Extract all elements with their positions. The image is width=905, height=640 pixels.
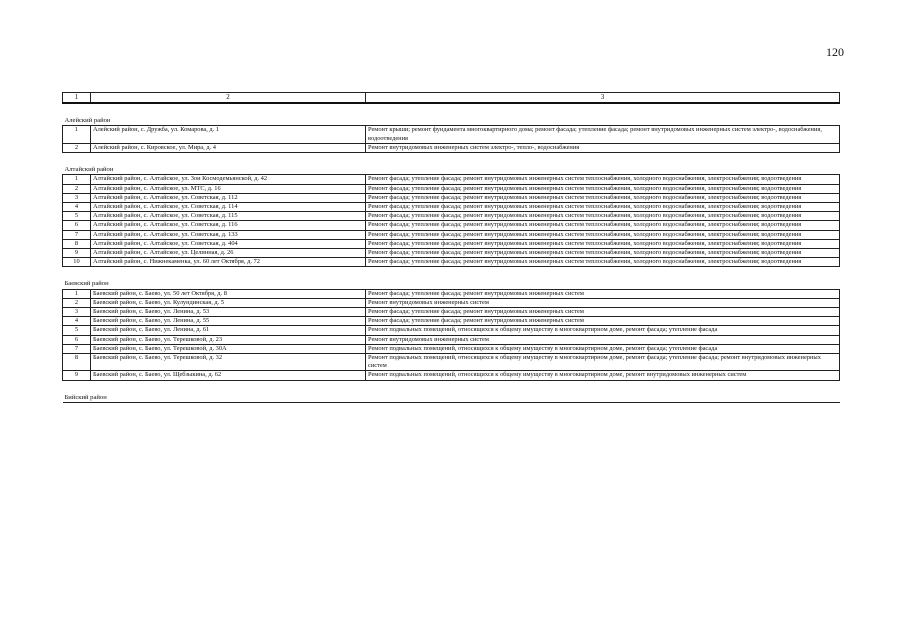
row-number: 9: [63, 248, 91, 257]
row-address: Алтайский район, с. Алтайское, ул. Целинная, д. 26: [91, 248, 366, 257]
table-row: [63, 308, 840, 317]
row-work: Ремонт подвальных помещений, относящихся к общему имуществу в многоквартирном доме, ремонт фасада; утепление фасада; ремонт внутридомовых инженерных систем: [366, 354, 840, 371]
table-row: [63, 184, 840, 193]
row-work: Ремонт подвальных помещений, относящихся к общему имуществу в многоквартирном доме, ремонт внутридомовых инженерных систем: [366, 371, 840, 380]
row-address: Баевский район, с. Баево, ул. Терешковой, д. 32: [91, 354, 366, 371]
table-row: [63, 175, 840, 184]
row-number: 4: [63, 317, 91, 326]
table-row: [63, 143, 840, 152]
district-row: [63, 380, 840, 402]
row-work: Ремонт фасада; утепление фасада; ремонт внутридомовых инженерных систем теплоснабжения, холодного водоснабжения, электроснабжения; водоотведения: [366, 175, 840, 184]
district-row: [63, 152, 840, 174]
row-number: 8: [63, 354, 91, 371]
row-number: 1: [63, 175, 91, 184]
table-row: [63, 126, 840, 143]
row-address: Баевский район, с. Баево, ул. Ленина, д. 55: [91, 317, 366, 326]
table-row: [63, 317, 840, 326]
row-address: Алтайский район, с. Алтайское, ул. Советская, д. 404: [91, 239, 366, 248]
table-row: [63, 248, 840, 257]
row-number: 7: [63, 230, 91, 239]
row-number: 8: [63, 239, 91, 248]
row-work: Ремонт внутридомовых инженерных систем: [366, 335, 840, 344]
row-address: Баевский район, с. Баево, ул. Кулундинская, д. 5: [91, 298, 366, 307]
row-work: Ремонт фасада; утепление фасада; ремонт внутридомовых инженерных систем: [366, 308, 840, 317]
district-row: [63, 267, 840, 289]
table-row: [63, 344, 840, 353]
table-row: [63, 193, 840, 202]
row-work: Ремонт фасада; утепление фасада; ремонт внутридомовых инженерных систем теплоснабжения, холодного водоснабжения, электроснабжения; водоотведения: [366, 202, 840, 211]
row-work: Ремонт подвальных помещений, относящихся к общему имуществу в многоквартирном доме, ремонт фасада; утепление фасада: [366, 326, 840, 335]
row-address: Алейский район, с. Дружба, ул. Комарова, д. 1: [91, 126, 366, 143]
row-work: Ремонт фасада; утепление фасада; ремонт внутридомовых инженерных систем теплоснабжения, холодного водоснабжения, электроснабжения; водоотведения: [366, 193, 840, 202]
page-number: 120: [826, 45, 844, 59]
row-number: 6: [63, 221, 91, 230]
district-name: Баевский район: [63, 267, 840, 289]
table-row: [63, 289, 840, 298]
row-work: Ремонт внутридомовых инженерных систем электро-, тепло-, водоснабжения: [366, 143, 840, 152]
row-work: Ремонт внутридомовых инженерных систем: [366, 298, 840, 307]
row-address: Алтайский район, с. Алтайское, ул. Советская, д. 114: [91, 202, 366, 211]
row-address: Алтайский район, с. Алтайское, ул. Советская, д. 116: [91, 221, 366, 230]
table-row: [63, 202, 840, 211]
table-row: [63, 212, 840, 221]
table-row: [63, 335, 840, 344]
row-work: Ремонт фасада; утепление фасада; ремонт внутридомовых инженерных систем теплоснабжения, холодного водоснабжения, электроснабжения; водоотведения: [366, 230, 840, 239]
table-row: [63, 371, 840, 380]
row-work: Ремонт крыши; ремонт фундамента многоквартирного дома; ремонт фасада; утепление фасада; ремонт внутридомовых инженерных систем электро-, водоснабжения, водоотведения: [366, 126, 840, 143]
row-number: 7: [63, 344, 91, 353]
row-address: Баевский район, с. Баево, ул. Терешковой, д. 23: [91, 335, 366, 344]
table-row: [63, 326, 840, 335]
row-work: Ремонт фасада; утепление фасада; ремонт внутридомовых инженерных систем теплоснабжения, холодного водоснабжения, электроснабжения; водоотведения: [366, 212, 840, 221]
row-number: 6: [63, 335, 91, 344]
row-address: Алтайский район, с. Алтайское, ул. Советская, д. 133: [91, 230, 366, 239]
table-row: [63, 298, 840, 307]
row-number: 2: [63, 184, 91, 193]
row-number: 10: [63, 258, 91, 267]
row-address: Алтайский район, с. Алтайское, ул. Зои Космодемьянской, д. 42: [91, 175, 366, 184]
row-address: Баевский район, с. Баево, ул. Терешковой, д. 30А: [91, 344, 366, 353]
row-address: Алтайский район, с. Алтайское, ул. МТС, д. 16: [91, 184, 366, 193]
header-col-3: 3: [366, 93, 840, 103]
row-work: Ремонт фасада; утепление фасада; ремонт внутридомовых инженерных систем: [366, 289, 840, 298]
district-name: Алтайский район: [63, 152, 840, 174]
row-address: Баевский район, с. Баево, ул. Ленина, д. 61: [91, 326, 366, 335]
row-work: Ремонт фасада; утепление фасада; ремонт внутридомовых инженерных систем теплоснабжения, холодного водоснабжения, электроснабжения; водоотведения: [366, 239, 840, 248]
header-col-2: 2: [91, 93, 366, 103]
row-address: Баевский район, с. Баево, ул. 50 лет Октября, д. 8: [91, 289, 366, 298]
table-body: [63, 93, 840, 403]
row-number: 5: [63, 326, 91, 335]
row-number: 9: [63, 371, 91, 380]
table-row: [63, 221, 840, 230]
row-number: 4: [63, 202, 91, 211]
row-number: 1: [63, 289, 91, 298]
table-row: [63, 258, 840, 267]
row-address: Алтайский район, с. Алтайское, ул. Советская, д. 112: [91, 193, 366, 202]
row-work: Ремонт фасада; утепление фасада; ремонт внутридомовых инженерных систем: [366, 317, 840, 326]
row-address: Алейский район, с. Кировское, ул. Мира, д. 4: [91, 143, 366, 152]
district-name: Алейский район: [63, 103, 840, 126]
district-row: [63, 103, 840, 126]
header-row: [63, 93, 840, 103]
row-work: Ремонт фасада; утепление фасада; ремонт внутридомовых инженерных систем теплоснабжения, холодного водоснабжения, электроснабжения; водоотведения: [366, 248, 840, 257]
row-address: Алтайский район, с. Нижнекаменка, ул. 60 лет Октября, д. 72: [91, 258, 366, 267]
row-number: 2: [63, 143, 91, 152]
row-number: 2: [63, 298, 91, 307]
district-name: Бийский район: [63, 380, 840, 402]
row-number: 3: [63, 193, 91, 202]
row-number: 1: [63, 126, 91, 143]
row-number: 5: [63, 212, 91, 221]
header-col-1: 1: [63, 93, 91, 103]
table-row: [63, 354, 840, 371]
row-work: Ремонт подвальных помещений, относящихся к общему имуществу в многоквартирном доме, ремонт фасада; утепление фасада: [366, 344, 840, 353]
row-address: Баевский район, с. Баево, ул. Ленина, д. 53: [91, 308, 366, 317]
table-row: [63, 230, 840, 239]
row-address: Алтайский район, с. Алтайское, ул. Советская, д. 115: [91, 212, 366, 221]
row-work: Ремонт фасада; утепление фасада; ремонт внутридомовых инженерных систем теплоснабжения, холодного водоснабжения, электроснабжения; водоотведения: [366, 184, 840, 193]
row-work: Ремонт фасада; утепление фасада; ремонт внутридомовых инженерных систем теплоснабжения, холодного водоснабжения, электроснабжения; водоотведения: [366, 221, 840, 230]
repair-table: [62, 92, 840, 403]
table-row: [63, 239, 840, 248]
row-number: 3: [63, 308, 91, 317]
row-address: Баевский район, с. Баево, ул. Щебзыкина, д. 62: [91, 371, 366, 380]
row-work: Ремонт фасада; утепление фасада; ремонт внутридомовых инженерных систем теплоснабжения, холодного водоснабжения, электроснабжения; водоотведения: [366, 258, 840, 267]
